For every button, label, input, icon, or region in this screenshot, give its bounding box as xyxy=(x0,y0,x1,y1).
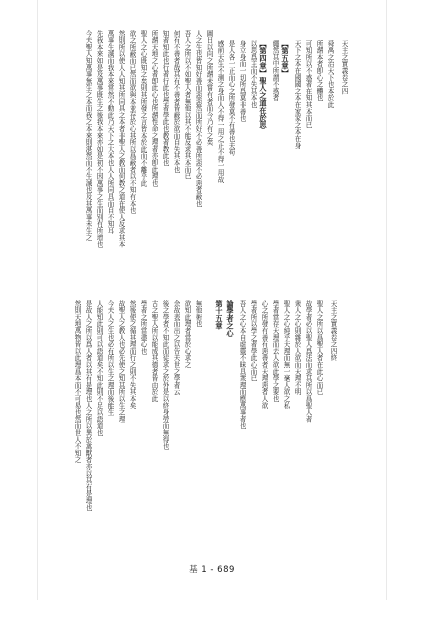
text-column: 古之聖人所以能成其德者皆由於此 xyxy=(150,300,158,402)
chapter-heading: 【第五章】 xyxy=(281,40,290,77)
text-column: 萬事生滅而我本來常然不動此乃天下之大本也人人所同具而自不知耳 xyxy=(106,30,114,234)
text-column: 聖人之心既知之矣則其所發之言皆本於此而不離乎此 xyxy=(139,30,147,187)
top-right-text-panel xyxy=(215,40,365,260)
text-column: 學者當存天理而去人欲此學之要也 xyxy=(271,300,279,402)
text-column: 欲之所蔽而已然而欲與本並存於心其所以爲蔽者以不知有本也 xyxy=(128,30,136,214)
text-column: 先我本來如是及萬事既生之後我本來亦如是初不因萬事之生而別有所增也 xyxy=(95,30,103,248)
text-column: 欲知此理者當於心求之 xyxy=(183,300,191,368)
text-column: 今夫聖人知萬事無生之本而我之本來則湛然而不生滅也及其萬事未生之 xyxy=(84,30,92,241)
scan-left-edge xyxy=(37,0,38,600)
text-column: 所謂天地之心者卽此心也所謂性命之理者亦卽此理也 xyxy=(150,30,158,187)
text-column: 心之所發有善有惡善者天理惡者人欲 xyxy=(260,300,268,409)
text-column: 感前天生不測之身而人不得一用之正不得一用故 xyxy=(216,40,224,183)
section-end-title: 天主之實義卷之四終 xyxy=(329,300,337,362)
section-title: 天主之實義卷之四 xyxy=(340,40,348,95)
text-column: 學者所以學之者學此心而已 xyxy=(249,300,257,382)
text-column: 可知所以不惑者在知其本而已 xyxy=(304,40,312,129)
text-column: 人能知此則可以語道矣不知此則不足以語道也 xyxy=(95,300,103,436)
text-column: 然則所以使人人知其所同具之本者非聖人之教而何教之道在使人反求其本 xyxy=(117,30,125,248)
text-column: 是故人之所以爲人者以其有是理也人之所以異於禽獸者亦以其有是理也 xyxy=(84,300,92,511)
page-number: 基 1 - 689 xyxy=(189,565,235,575)
text-column: 聖人之心純乎天理而無一毫人欲之私 xyxy=(282,300,290,409)
text-column: 無他術也 xyxy=(194,300,202,328)
chapter-subheading: 論學者之心 xyxy=(226,300,235,337)
scan-right-edge xyxy=(386,0,387,600)
text-column: 所謂本者卽心之體也 xyxy=(315,40,323,102)
text-column: 人之生也皆知好善而惡惡然而所好不必善所惡不必惡者蔽也 xyxy=(194,30,202,207)
text-column: 吾人之所以不如聖人者無他以其不能反求其本而已 xyxy=(183,30,191,180)
text-column: 舜禹之治天下也本於此 xyxy=(326,40,334,108)
text-column: 聖人之所以爲聖人者在此心而已 xyxy=(315,300,323,396)
text-column: 天下之本在國國之本在家家之本在身 xyxy=(293,40,301,149)
text-column: 余故表而出之以告夫世之學者云 xyxy=(172,300,180,396)
bottom-right-text-panel xyxy=(215,300,345,510)
chapter-heading: 【第四章】聖人之道在於思 xyxy=(259,40,268,129)
text-column: 圖日以向之所謂未嘗有者而今乃有之矣 xyxy=(205,30,213,146)
text-column: 後之學者不知此而徒求之於外是以終身勞而無得也 xyxy=(161,300,169,450)
text-column: 衆人之心則雜於人欲而天理不明 xyxy=(293,300,301,396)
text-column: 吾人之心本自虛靈不昧具衆理而應萬事者也 xyxy=(238,300,246,430)
text-column: 故聖人之教人也必先使之知其所以生之理 xyxy=(117,300,125,423)
text-column: 身立身而一切所爲莫非善也 xyxy=(238,40,246,122)
text-column: 知者知此也行者行此也學者學此也教者教此也 xyxy=(161,30,169,166)
text-column: 是人各一正而心之所發莫不有善也夫苟 xyxy=(227,40,235,156)
text-column: 繩然其中所謂不惑者 xyxy=(271,40,279,102)
text-column: 學者之所當盡心也 xyxy=(139,300,147,355)
text-column: 今夫人之生也必有所以生之理而後能生 xyxy=(106,300,114,416)
text-column: 以思爲主而不失其本也 xyxy=(249,40,257,108)
text-column: 何有不善者哉其有不善者皆蔽於欲而自失其本也 xyxy=(172,30,180,173)
chapter-heading: 第十五章 xyxy=(215,300,224,330)
text-column: 故學者必以聖人爲法而求其所以爲聖人者 xyxy=(304,300,312,423)
text-column: 然則天地萬物皆以此理爲本而不可易也然而世人不知之 xyxy=(73,300,81,464)
text-column: 然後使之循其理而行之則不失其本矣 xyxy=(128,300,136,409)
